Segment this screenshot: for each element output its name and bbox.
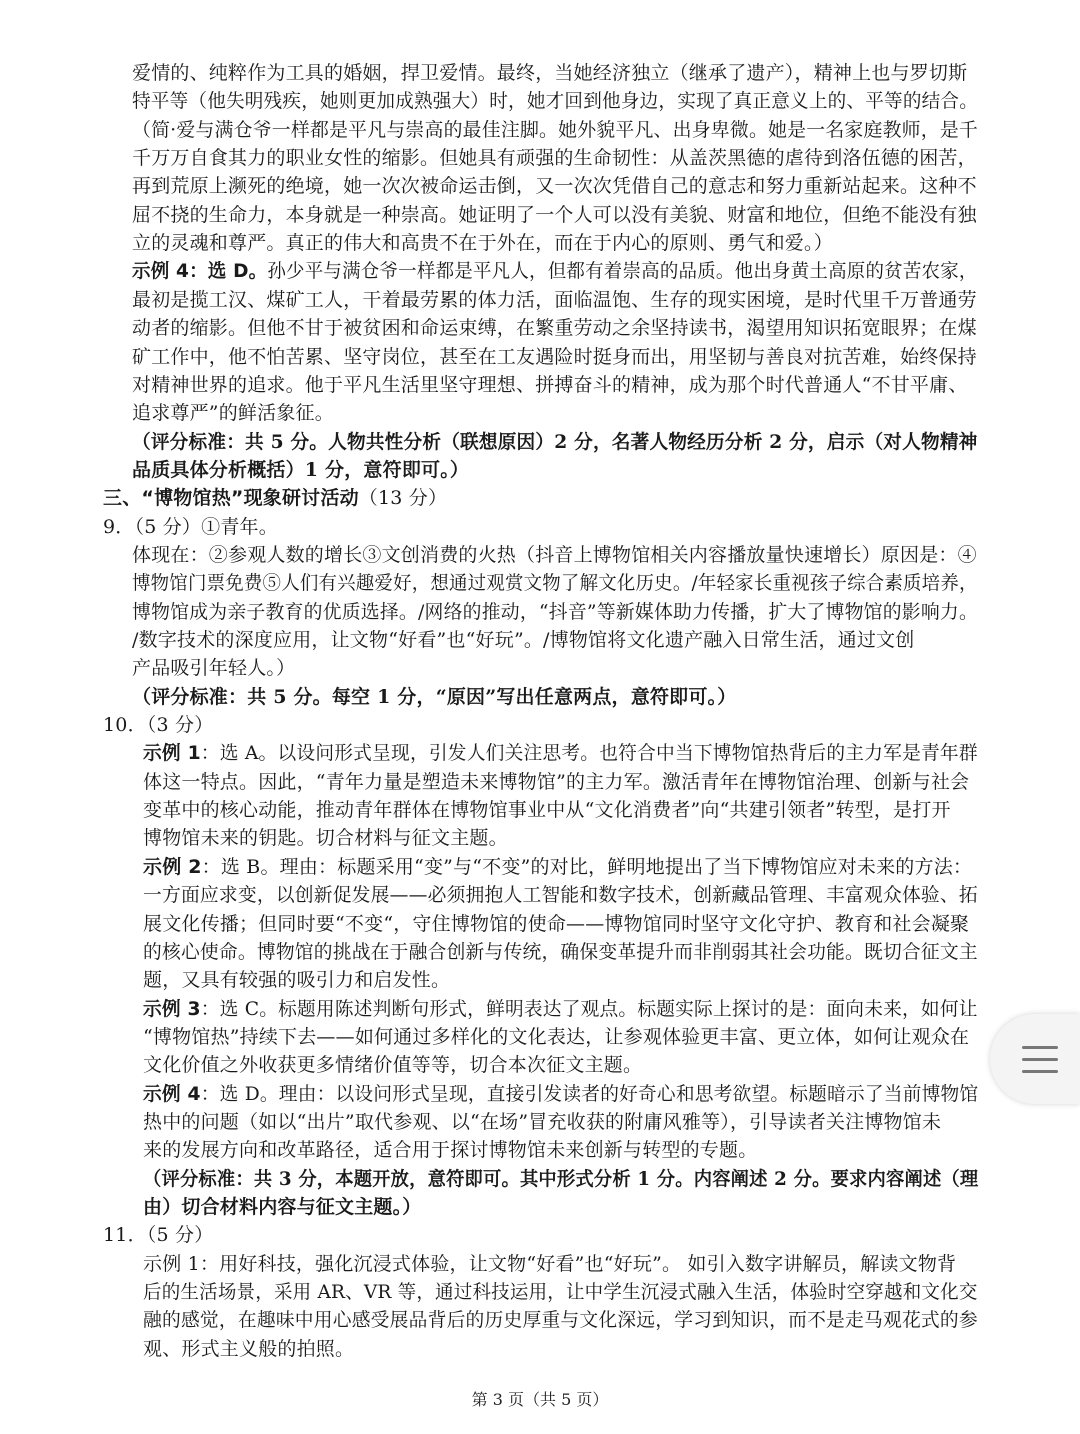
text-line: 再到荒原上濒死的绝境，她一次次被命运击倒，又一次次凭借自己的意志和努力重新站起来。这种不 (132, 175, 977, 198)
text-line: 9．（5 分）①青年。 (103, 515, 278, 538)
line-rest: ：选 A。以设问形式呈现，引发人们关注思考。也符合中当下博物馆热背后的主力军是青年群 (200, 742, 978, 765)
line-rest: 孙少平与满仓爷一样都是平凡人，但都有着崇高的品质。他出身黄土高原的贫苦农家， (267, 260, 978, 283)
text-line: 千万万自食其力的职业女性的缩影。但她具有顽强的生命韧性：从盖茨黑德的虐待到洛伍德的困苦， (132, 147, 977, 170)
text-line (143, 1081, 978, 1107)
text-line: 动者的缩影。但他不甘于被贫困和命运束缚，在繁重劳动之余坚持读书，渴望用知识拓宽眼界；在煤 (132, 317, 977, 340)
scoring-criteria-line: （评分标准：共 5 分。人物共性分析（联想原因）2 分，名著人物经历分析 2 分，启示（对人物精神 (132, 430, 978, 453)
hamburger-menu-icon (1022, 1046, 1058, 1049)
text-line: 博物馆门票免费⑤人们有兴趣爱好，想通过观赏文物了解文化历史。/年轻家长重视孩子综合素质培养， (132, 572, 978, 595)
text-line: 屈不挠的生命力，本身就是一种崇高。她证明了一个人可以没有美貌、财富和地位，但绝不能没有独 (132, 203, 977, 226)
line-rest: （13 分） (358, 487, 448, 510)
text-line: 的核心使命。博物馆的挑战在于融合创新与传统，确保变革提升而非削弱其社会功能。既切合征文主 (143, 940, 978, 963)
text-line: 体这一特点。因此，“青年力量是塑造未来博物馆”的主力军。激活青年在博物馆治理、创新与社会 (143, 770, 970, 793)
scoring-criteria-line: （评分标准：共 5 分。每空 1 分，“原因”写出任意两点，意符即可。） (132, 685, 737, 708)
line-rest: ：选 B。理由：标题采用“变”与“不变”的对比，鲜明地提出了当下博物馆应对未来的方法： (201, 855, 973, 878)
line-rest: ：选 C。标题用陈述判断句形式，鲜明表达了观点。标题实际上探讨的是：面向未来，如何让 (200, 997, 978, 1020)
text-line: （简·爱与满仓爷一样都是平凡与崇高的最佳注脚。她外貌平凡、出身卑微。她是一名家庭教师，是千 (132, 118, 979, 141)
text-line: 特平等（他失明残疾，她则更加成熟强大）时，她才回到他身边，实现了真正意义上的、平等的结合。 (132, 90, 979, 113)
text-line: 示例 1：用好科技，强化沉浸式体验，让文物“好看”也“好玩”。 如引入数字讲解员，解读文物背 (143, 1252, 957, 1275)
scoring-criteria-line: 由）切合材料内容与征文主题。） (143, 1196, 422, 1218)
text-line: 题，又具有较强的吸引力和启发性。 (143, 969, 451, 992)
text-line: 博物馆未来的钥匙。切合材料与征文主题。 (143, 827, 508, 850)
line-lead-label: 示例 4：选 D。 (132, 260, 268, 283)
text-line: 观、形式主义般的拍照。 (143, 1337, 355, 1360)
line-rest: ：选 D。理由：以设问形式呈现，直接引发读者的好奇心和思考欲望。标题暗示了当前博物馆 (200, 1082, 979, 1105)
text-line: 文化价值之外收获更多情绪价值等等，切合本次征文主题。 (143, 1054, 643, 1077)
text-line (143, 740, 978, 766)
hamburger-menu-icon-bar (1022, 1058, 1058, 1061)
text-line (103, 485, 447, 511)
text-line: 产品吸引年轻人。） (132, 657, 296, 680)
text-line: “博物馆热”持续下去——如何通过多样化的文化表达，让参观体验更丰富、更立体，如何让观众在 (143, 1025, 970, 1048)
page-footer: 第 3 页（共 5 页） (471, 1390, 609, 1409)
text-line: 热中的问题（如以“出片”取代参观、以“在场”冒充收获的附庸风雅等），引导读者关注博物馆未 (143, 1110, 942, 1133)
text-line: 体现在：②参观人数的增长③文创消费的火热（抖音上博物馆相关内容播放量快速增长）原因是：④ (132, 543, 977, 566)
text-line: 11．（5 分） (103, 1224, 214, 1247)
text-line: 融的感觉，在趣味中用心感受展品背后的历史厚重与文化深远，学习到知识，而不是走马观花式的参 (143, 1309, 978, 1332)
text-line: 后的生活场景，采用 AR、VR 等，通过科技运用，让中学生沉浸式融入生活，体验时空穿越和文化交 (143, 1281, 978, 1304)
text-line: 追求尊严”的鲜活象征。 (132, 402, 334, 425)
text-line: 一方面应求变，以创新促发展——必须拥抱人工智能和数字技术，创新藏品管理、丰富观众体验、拓 (143, 884, 978, 907)
text-line: 变革中的核心动能，推动青年群体在博物馆事业中从“文化消费者”向“共建引领者”转型，是打开 (143, 799, 951, 822)
line-lead-label: 三、“博物馆热”现象研讨活动 (103, 487, 359, 510)
line-lead-label: 示例 3 (143, 997, 201, 1020)
text-line: 立的灵魂和尊严。真正的伟大和高贵不在于外在，而在于内心的原则、勇气和爱。） (132, 232, 833, 255)
text-line: 博物馆成为亲子教育的优质选择。/网络的推动，“抖音”等新媒体助力传播，扩大了博物馆的影响力。 (132, 600, 979, 623)
menu-button[interactable] (990, 1014, 1080, 1104)
line-lead-label: 示例 2 (143, 855, 202, 878)
text-line: 展文化传播；但同时要“不变“，守住博物馆的使命——博物馆同时坚守文化守护、教育和社会凝聚 (143, 912, 970, 935)
text-line: 10．（3 分） (103, 714, 214, 737)
text-line: 爱情的、纯粹作为工具的婚姻，捍卫爱情。最终，当她经济独立（继承了遗产），精神上也与罗切斯 (132, 62, 968, 84)
text-line (143, 996, 978, 1022)
text-line (132, 258, 978, 284)
text-line: 来的发展方向和改革路径，适合用于探讨博物馆未来创新与转型的专题。 (143, 1139, 758, 1162)
text-line: 对精神世界的追求。他于平凡生活里坚守理想、拼搏奋斗的精神，成为那个时代普通人“不甘平庸、 (132, 373, 968, 396)
text-line (143, 854, 972, 880)
scoring-criteria-line: （评分标准：共 3 分，本题开放，意符即可。其中形式分析 1 分。内容阐述 2 分。要求内容阐述（理 (143, 1167, 979, 1190)
line-lead-label: 示例 4 (143, 1082, 201, 1105)
text-line: 最初是揽工汉、煤矿工人，干着最劳累的体力活，面临温饱、生存的现实困境，是时代里千万普通劳 (132, 288, 977, 311)
line-lead-label: 示例 1 (143, 742, 201, 765)
scoring-criteria-line: 品质具体分析概括）1 分，意符即可。） (132, 458, 470, 481)
text-line: 矿工作中，他不怕苦累、坚守岗位，甚至在工友遇险时挺身而出，用坚韧与善良对抗苦难，始终保持 (132, 345, 977, 368)
hamburger-menu-icon-bar (1022, 1070, 1058, 1073)
text-line: /数字技术的深度应用，让文物“好看”也“好玩”。/博物馆将文化遗产融入日常生活，通过文创 (132, 629, 915, 651)
